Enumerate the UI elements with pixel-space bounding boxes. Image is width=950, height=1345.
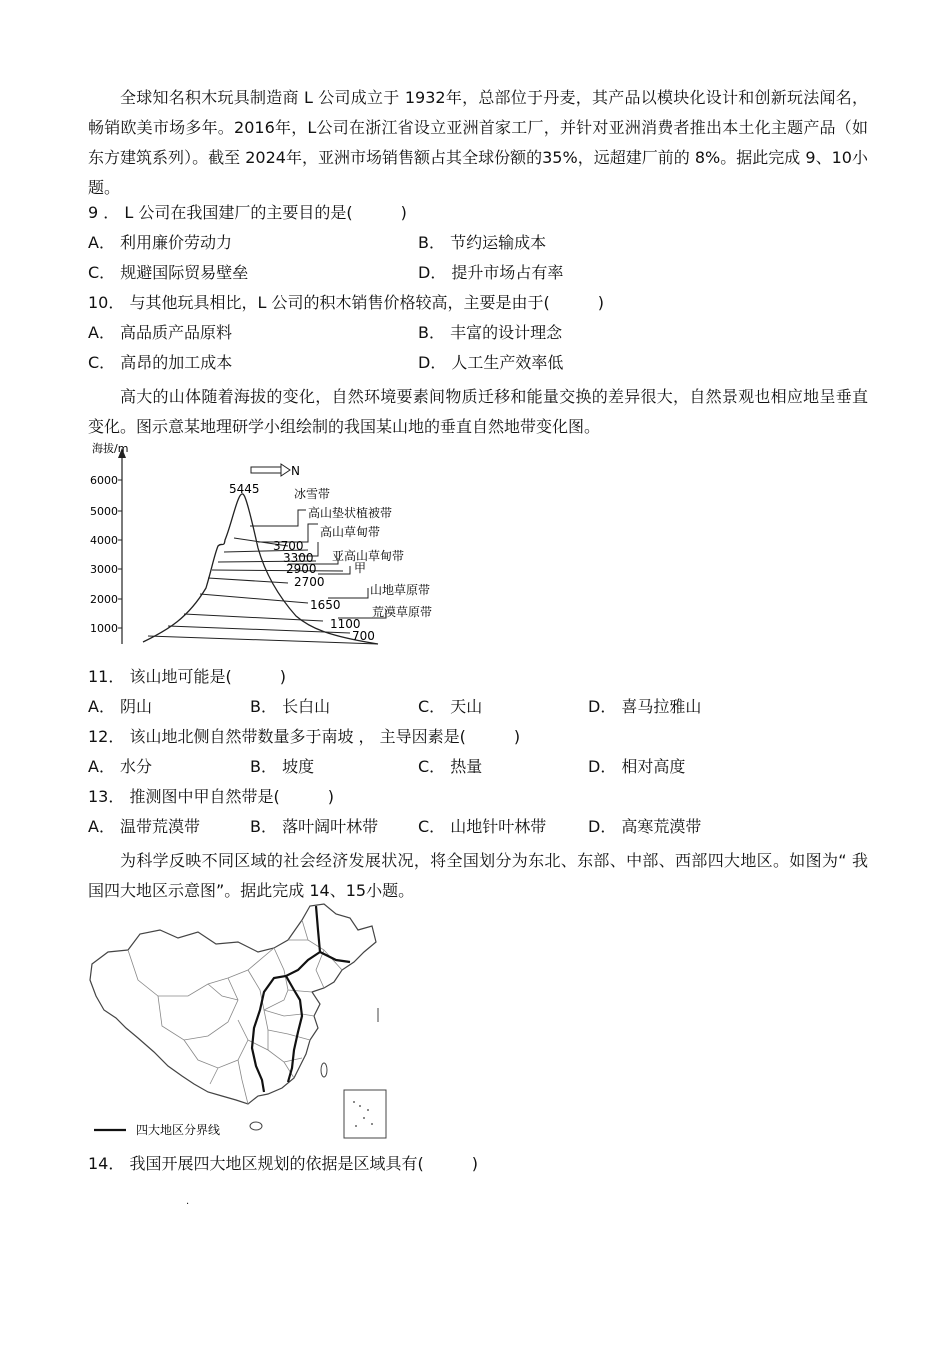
question-11-stem: 11． 该山地可能是( ) [88, 667, 286, 686]
mountain-zone-diagram [88, 438, 468, 652]
q9-option-c[interactable]: C． 规避国际贸易壁垒 [88, 263, 249, 282]
zone-alpine-cushion: 高山垫状植被带 [308, 506, 393, 520]
q12-option-d[interactable]: D． 相对高度 [588, 757, 686, 776]
peak-altitude: 5445 [229, 482, 260, 496]
question-14-stem: 14． 我国开展四大地区规划的依据是区域具有( ) [88, 1154, 478, 1173]
china-four-regions-map [88, 900, 388, 1145]
hainan-island [250, 1122, 262, 1130]
question-9-stem: 9 ． L 公司在我国建厂的主要目的是( ) [88, 203, 407, 222]
q11-option-a[interactable]: A． 阴山 [88, 697, 153, 716]
q9-option-b[interactable]: B． 节约运输成本 [418, 233, 547, 252]
north-label: N [291, 464, 300, 478]
y-tick-1000: 1000 [90, 622, 118, 635]
taiwan-island [321, 1063, 327, 1077]
question-10-stem: 10． 与其他玩具相比，L 公司的积木销售价格较高，主要是由于( ) [88, 293, 604, 312]
altitude-2900: 2900 [286, 562, 317, 576]
province-boundaries [128, 920, 342, 1104]
y-tick-5000: 5000 [90, 505, 118, 518]
q10-option-c[interactable]: C． 高昂的加工成本 [88, 353, 233, 372]
zone-jia: 甲 [354, 561, 367, 575]
q13-option-b[interactable]: B． 落叶阔叶林带 [250, 817, 379, 836]
zone-subalpine-meadow: 亚高山草甸带 [332, 549, 405, 563]
q12-option-c[interactable]: C． 热量 [418, 757, 483, 776]
zone-alpine-meadow: 高山草甸带 [320, 525, 381, 539]
q9-option-a[interactable]: A． 利用廉价劳动力 [88, 233, 233, 252]
altitude-3700: 3700 [273, 539, 304, 553]
question-13-stem: 13． 推测图中甲自然带是( ) [88, 787, 334, 806]
footer-dot: . [186, 1196, 190, 1207]
y-tick-3000: 3000 [90, 563, 118, 576]
zone-desert-steppe: 荒漠草原带 [372, 605, 433, 619]
altitude-1650: 1650 [310, 598, 341, 612]
north-arrow-icon [251, 464, 290, 476]
passage-four-regions: 为科学反映不同区域的社会经济发展状况，将全国划分为东北、东部、中部、西部四大地区。如图为“ 我国四大地区示意图”。据此完成 14、15小题。 [88, 851, 868, 900]
south-sea-inset [344, 1090, 386, 1138]
q11-option-b[interactable]: B． 长白山 [250, 697, 331, 716]
q10-option-a[interactable]: A． 高品质产品原料 [88, 323, 233, 342]
q10-option-d[interactable]: D． 人工生产效率低 [418, 353, 564, 372]
altitude-1100: 1100 [330, 617, 361, 631]
q11-option-c[interactable]: C． 天山 [418, 697, 483, 716]
passage-mountain: 高大的山体随着海拔的变化，自然环境要素间物质迁移和能量交换的差异很大，自然景观也相应地呈垂直变化。图示意某地理研学小组绘制的我国某山地的垂直自然地带变化图。 [88, 387, 868, 436]
altitude-700: 700 [352, 629, 375, 643]
altitude-3300: 3300 [283, 551, 314, 565]
q11-option-d[interactable]: D． 喜马拉雅山 [588, 697, 702, 716]
q13-option-c[interactable]: C． 山地针叶林带 [418, 817, 547, 836]
passage-lego: 全球知名积木玩具制造商 L 公司成立于 1932年，总部位于丹麦，其产品以模块化设计和创新玩法闻名，畅销欧美市场多年。2016年，L公司在浙江省设立亚洲首家工厂，并针对亚洲消费者推出本土化主题产品（如东方建筑系列）。截至 2024年，亚洲市场销售额占其全球份额的35%，远超建厂前的 8%。据此完成 9、10小题。 [88, 88, 868, 197]
q13-option-a[interactable]: A． 温带荒漠带 [88, 817, 201, 836]
y-tick-2000: 2000 [90, 593, 118, 606]
zone-ice-snow: 冰雪带 [294, 487, 331, 501]
q13-option-d[interactable]: D． 高寒荒漠带 [588, 817, 702, 836]
zone-mountain-steppe: 山地草原带 [370, 583, 431, 597]
question-12-stem: 12． 该山地北侧自然带数量多于南坡 ， 主导因素是( ) [88, 727, 521, 746]
legend-label: 四大地区分界线 [136, 1123, 221, 1137]
q9-option-d[interactable]: D． 提升市场占有率 [418, 263, 564, 282]
y-tick-6000: 6000 [90, 474, 118, 487]
altitude-2700: 2700 [294, 575, 325, 589]
q12-option-a[interactable]: A． 水分 [88, 757, 153, 776]
china-outline [90, 904, 376, 1104]
y-tick-4000: 4000 [90, 534, 118, 547]
q12-option-b[interactable]: B． 坡度 [250, 757, 315, 776]
q10-option-b[interactable]: B． 丰富的设计理念 [418, 323, 563, 342]
y-axis-label: 海拔/m [92, 442, 129, 455]
south-sea-islands [353, 1101, 373, 1127]
